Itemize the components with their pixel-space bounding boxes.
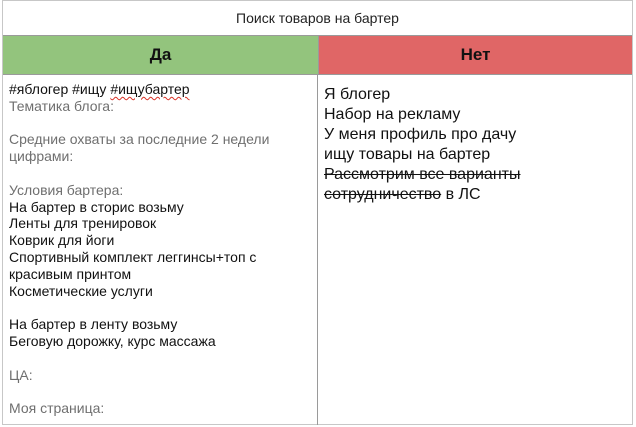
header-yes-cell[interactable]	[3, 36, 319, 74]
hashtag-misspelled: #ищубартер	[110, 81, 190, 97]
struck-text: Рассмотрим все варианты	[324, 166, 521, 183]
table-title-cell[interactable]	[3, 1, 632, 36]
hashtag: #ищу	[72, 81, 107, 97]
feed-item: Беговую дорожку, курс массажа	[9, 332, 216, 349]
stories-heading: На бартер в сторис возьму	[9, 198, 184, 215]
no-line: Набор на рекламу	[324, 106, 461, 123]
feed-heading: На бартер в ленту возьму	[9, 316, 178, 333]
hashtag: #яблогер	[9, 81, 69, 97]
hashtags-line	[9, 81, 311, 98]
header-no-cell[interactable]	[319, 36, 632, 74]
struck-text: сотрудничество	[324, 186, 442, 203]
blank-line	[9, 350, 311, 367]
stories-item: Косметические услуги	[9, 282, 153, 299]
table-title: Поиск товаров на бартер	[236, 10, 399, 26]
header-yes-label: Да	[149, 45, 172, 64]
yes-content-cell[interactable]	[3, 75, 318, 425]
header-row	[3, 36, 632, 75]
blank-line	[9, 383, 311, 400]
my-page-label: Моя страница:	[9, 400, 105, 417]
stories-item: Ленты для тренировок	[9, 215, 157, 232]
stories-item: Спортивный комплект леггинсы+топ с красивым принтом	[9, 248, 257, 282]
header-no-label: Нет	[460, 45, 491, 64]
no-line: У меня профиль про дачу	[324, 126, 517, 143]
reach-label: Средние охваты за последние 2 недели цифрами:	[9, 131, 270, 165]
blank-line	[9, 165, 311, 182]
body-row	[3, 75, 632, 425]
no-line: Я блогер	[324, 86, 391, 103]
blank-line	[9, 115, 311, 132]
tail-text: в ЛС	[441, 186, 481, 203]
stories-item: Коврик для йоги	[9, 232, 115, 249]
blank-line	[9, 299, 311, 316]
no-line-struck	[324, 165, 626, 185]
spreadsheet-table	[2, 0, 633, 425]
no-content-cell[interactable]	[318, 75, 632, 425]
blog-theme-label: Тематика блога:	[9, 97, 114, 114]
audience-label: ЦА:	[9, 366, 33, 383]
no-line-mixed	[324, 185, 626, 205]
no-line: ищу товары на бартер	[324, 146, 491, 163]
barter-terms-label: Условия бартера:	[9, 181, 124, 198]
